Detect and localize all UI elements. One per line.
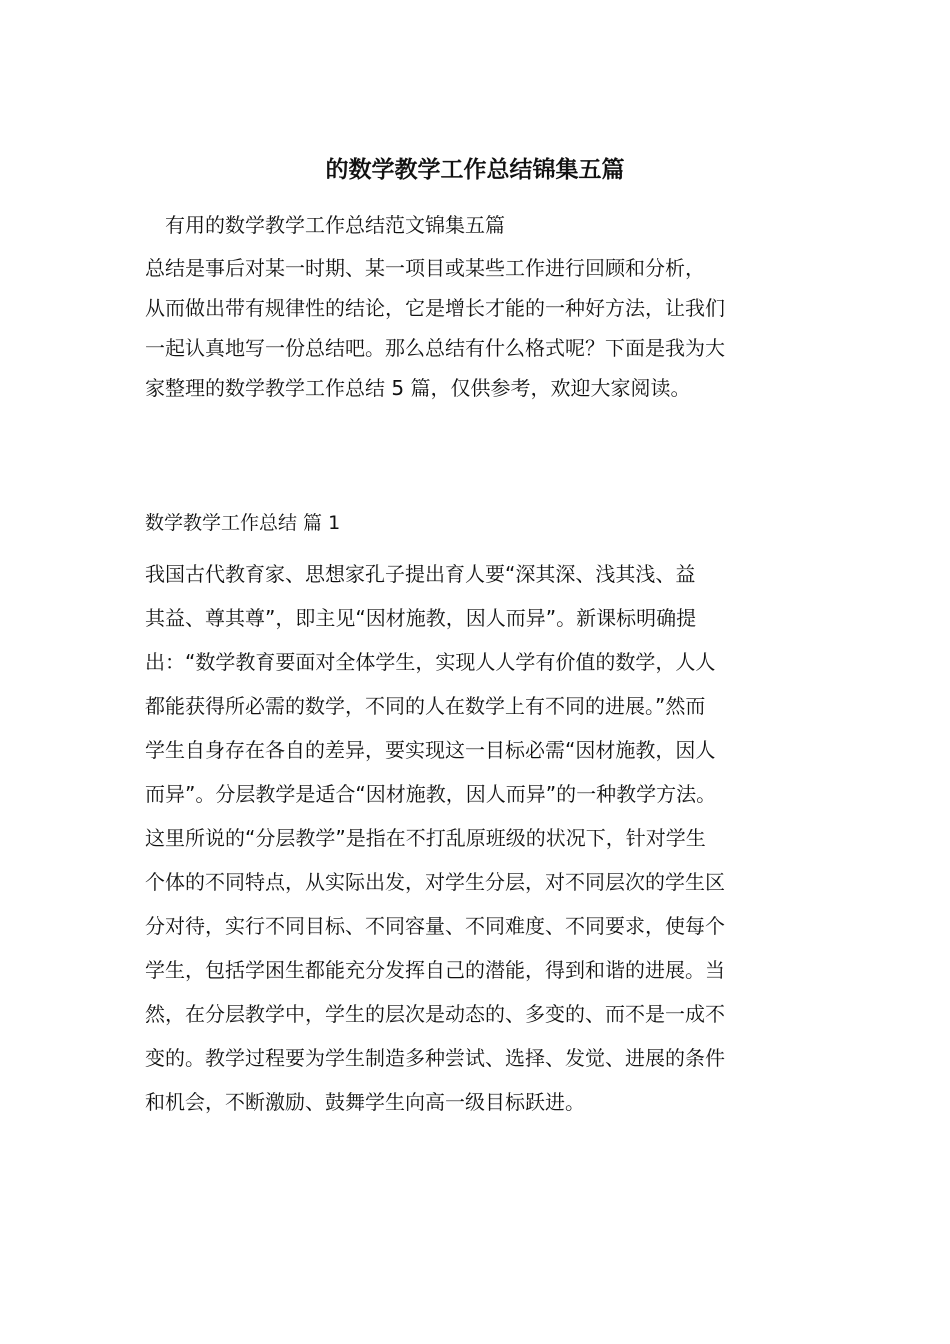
section-heading: 数学教学工作总结 篇 1 xyxy=(145,512,341,534)
intro-line: 家整理的数学教学工作总结 5 篇，仅供参考，欢迎大家阅读。 xyxy=(145,376,691,400)
body-line: 都能获得所必需的数学，不同的人在数学上有不同的进展。”然而 xyxy=(145,694,706,718)
intro-paragraph xyxy=(145,248,815,408)
document-subtitle: 有用的数学教学工作总结范文锦集五篇 xyxy=(165,213,505,237)
intro-line: 总结是事后对某一时期、某一项目或某些工作进行回顾和分析， xyxy=(145,256,705,280)
body-line: 而异”。分层教学是适合“因材施教，因人而异”的一种教学方法。 xyxy=(145,782,717,806)
body-line: 出：“数学教育要面对全体学生，实现人人学有价值的数学，人人 xyxy=(145,650,716,674)
intro-line: 从而做出带有规律性的结论，它是增长才能的一种好方法，让我们 xyxy=(145,296,725,320)
body-line: 分对待，实行不同目标、不同容量、不同难度、不同要求，使每个 xyxy=(145,914,725,938)
body-line: 和机会，不断激励、鼓舞学生向高一级目标跃进。 xyxy=(145,1090,585,1114)
body-line: 学生自身存在各自的差异，要实现这一目标必需“因材施教，因人 xyxy=(145,738,716,762)
body-line: 变的。教学过程要为学生制造多种尝试、选择、发觉、进展的条件 xyxy=(145,1046,725,1070)
body-line: 个体的不同特点，从实际出发，对学生分层，对不同层次的学生区 xyxy=(145,870,725,894)
body-line: 学生，包括学困生都能充分发挥自己的潜能，得到和谐的进展。当 xyxy=(145,958,725,982)
intro-line: 一起认真地写一份总结吧。那么总结有什么格式呢？下面是我为大 xyxy=(145,336,725,360)
body-line: 我国古代教育家、思想家孔子提出育人要“深其深、浅其浅、益 xyxy=(145,562,696,586)
body-line: 然，在分层教学中，学生的层次是动态的、多变的、而不是一成不 xyxy=(145,1002,725,1026)
document-title: 的数学教学工作总结锦集五篇 xyxy=(325,157,625,183)
body-line: 其益、尊其尊”，即主见“因材施教，因人而异”。新课标明确提 xyxy=(145,606,697,630)
section-body-paragraph xyxy=(145,552,815,1124)
body-line: 这里所说的“分层教学”是指在不打乱原班级的状况下，针对学生 xyxy=(145,826,706,850)
